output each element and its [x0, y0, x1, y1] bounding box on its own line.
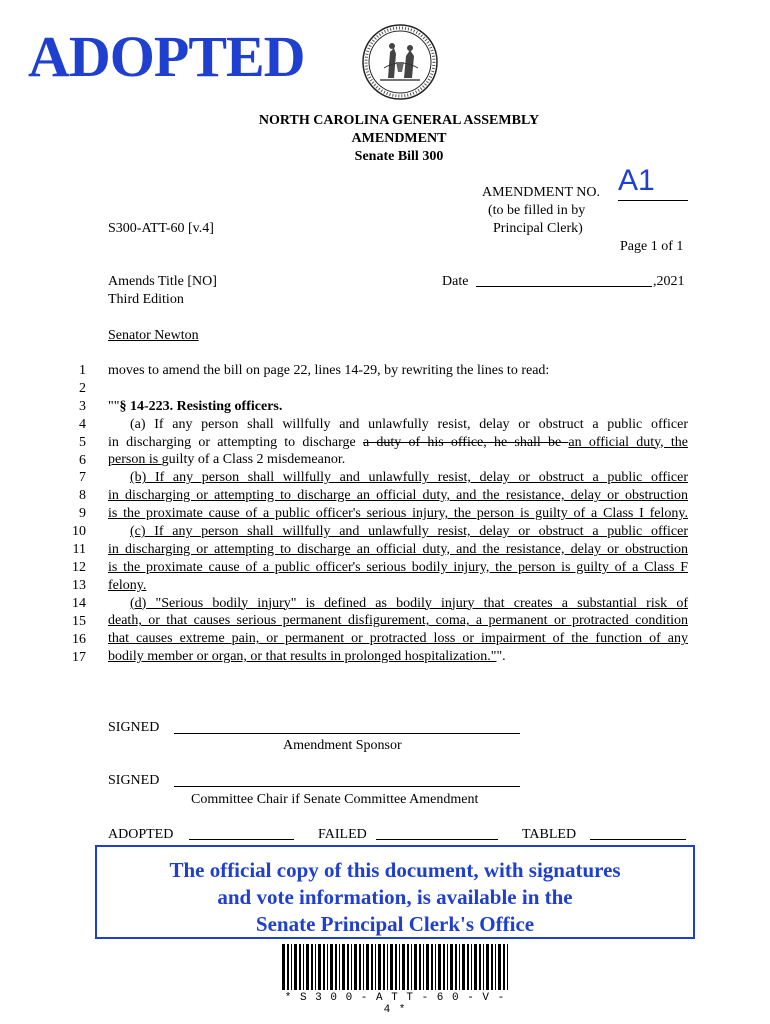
- body-line-15: death, or that causes serious permanent disfigurement, coma, a permanent or protracted condition: [108, 613, 688, 629]
- body-line-8: in discharging or attempting to discharge an official duty, and the resistance, delay or obstruction: [108, 488, 688, 504]
- adopted-line[interactable]: [189, 839, 294, 840]
- signed-label-2: SIGNED: [108, 773, 160, 788]
- header-assembly: NORTH CAROLINA GENERAL ASSEMBLY: [258, 113, 540, 128]
- edition: Third Edition: [108, 292, 184, 307]
- line-number: 15: [72, 613, 86, 629]
- amendment-body: [108, 362, 688, 666]
- amendment-no-value: A1: [618, 164, 655, 197]
- body-line-12: is the proximate cause of a public officer's serious bodily injury, the person is guilty of a Class F: [108, 559, 688, 575]
- sponsor-label: Amendment Sponsor: [283, 738, 402, 753]
- line-number: 17: [72, 649, 86, 665]
- date-label: Date: [442, 274, 469, 289]
- chair-signature-line[interactable]: [174, 786, 520, 787]
- body-line-14: (d) "Serious bodily injury" is defined as bodily injury that creates a substantial risk of: [130, 595, 689, 611]
- line-number: 7: [79, 470, 86, 486]
- subsection-b-label: (b): [130, 470, 147, 486]
- line-numbers: [60, 362, 86, 666]
- body-line-13: felony.: [108, 577, 147, 593]
- body-line-3: [108, 398, 688, 416]
- section-heading: § 14-223. Resisting officers.: [119, 398, 283, 414]
- amendment-no-line: [618, 200, 688, 201]
- doc-code: S300-ATT-60 [v.4]: [108, 221, 214, 236]
- amends-title: Amends Title [NO]: [108, 274, 217, 289]
- page-indicator: Page 1 of 1: [620, 239, 684, 254]
- line-number: 6: [79, 452, 86, 468]
- body-line-9: is the proximate cause of a public officer's serious injury, the person is guilty of a Class I felony.: [108, 506, 688, 522]
- line-number: 13: [72, 577, 86, 593]
- header-amendment: AMENDMENT: [351, 131, 447, 146]
- fill-note-1: (to be filled in by: [488, 203, 586, 218]
- line-number: 16: [72, 631, 86, 647]
- barcode-icon: [280, 944, 510, 990]
- line-number: 5: [79, 434, 86, 450]
- sponsor-signature-line[interactable]: [174, 733, 520, 734]
- body-line-1: moves to amend the bill on page 22, lines 14-29, by rewriting the lines to read:: [108, 363, 550, 378]
- amendment-no-label: AMENDMENT NO.: [482, 185, 600, 200]
- date-line: [476, 286, 652, 287]
- barcode-text: * S 3 0 0 - A T T - 6 0 - V - 4 *: [284, 992, 506, 1016]
- line-number: 1: [79, 363, 86, 378]
- fill-note-2: Principal Clerk): [493, 221, 583, 236]
- subsection-d-label: (d): [130, 595, 147, 611]
- body-line-4: (a) If any person shall willfully and unlawfully resist, delay or obstruct a public officer: [130, 416, 689, 432]
- header-bill: Senate Bill 300: [354, 149, 444, 164]
- state-seal-icon: [360, 22, 440, 102]
- body-line-17: bodily member or organ, or that results in prolonged hospitalization."".: [108, 649, 506, 665]
- body-line-7: (b) If any person shall willfully and unlawfully resist, delay or obstruct a public officer: [130, 470, 688, 486]
- body-line-10: (c) If any person shall willfully and unlawfully resist, delay or obstruct a public officer: [130, 524, 689, 540]
- line-number: 9: [79, 506, 86, 522]
- line-number: 11: [72, 542, 86, 558]
- senator-name: Senator Newton: [108, 328, 199, 343]
- subsection-c-label: (c): [130, 524, 146, 540]
- line-number: 3: [79, 398, 86, 414]
- date-year: ,2021: [653, 274, 685, 289]
- failed-line[interactable]: [376, 839, 498, 840]
- inserted-text: person is: [108, 452, 162, 468]
- body-line-6: person is guilty of a Class 2 misdemeanor.: [108, 452, 346, 468]
- inserted-text: an official duty, the: [568, 434, 688, 450]
- deleted-text: a duty of his office, he shall be: [362, 434, 569, 450]
- subsection-a-label: (a): [130, 416, 146, 432]
- body-line-16: that causes extreme pain, or permanent or protracted loss or impairment of the function of any: [108, 631, 688, 647]
- failed-label: FAILED: [318, 827, 367, 842]
- line-number: 2: [79, 380, 86, 396]
- official-copy-notice: The official copy of this document, with signatures and vote information, is available in the Senate Principal Clerk's Office: [95, 845, 695, 939]
- adopted-label: ADOPTED: [108, 827, 174, 842]
- line-number: 10: [72, 524, 86, 540]
- body-line-11: in discharging or attempting to discharge an official duty, and the resistance, delay or obstruction: [108, 541, 688, 557]
- chair-label: Committee Chair if Senate Committee Amendment: [191, 792, 479, 807]
- open-quotes: "": [108, 398, 120, 414]
- signed-label-1: SIGNED: [108, 720, 160, 735]
- tabled-line[interactable]: [590, 839, 686, 840]
- line-number: 8: [79, 488, 86, 504]
- tabled-label: TABLED: [522, 827, 577, 842]
- line-number: 4: [79, 416, 86, 432]
- line-number: 14: [72, 595, 86, 611]
- body-line-5: in discharging or attempting to discharge a duty of his office, he shall be an official duty, the: [108, 434, 688, 450]
- line-number: 12: [72, 559, 86, 575]
- body-line-2: [108, 380, 688, 398]
- adopted-stamp: ADOPTED: [28, 24, 305, 89]
